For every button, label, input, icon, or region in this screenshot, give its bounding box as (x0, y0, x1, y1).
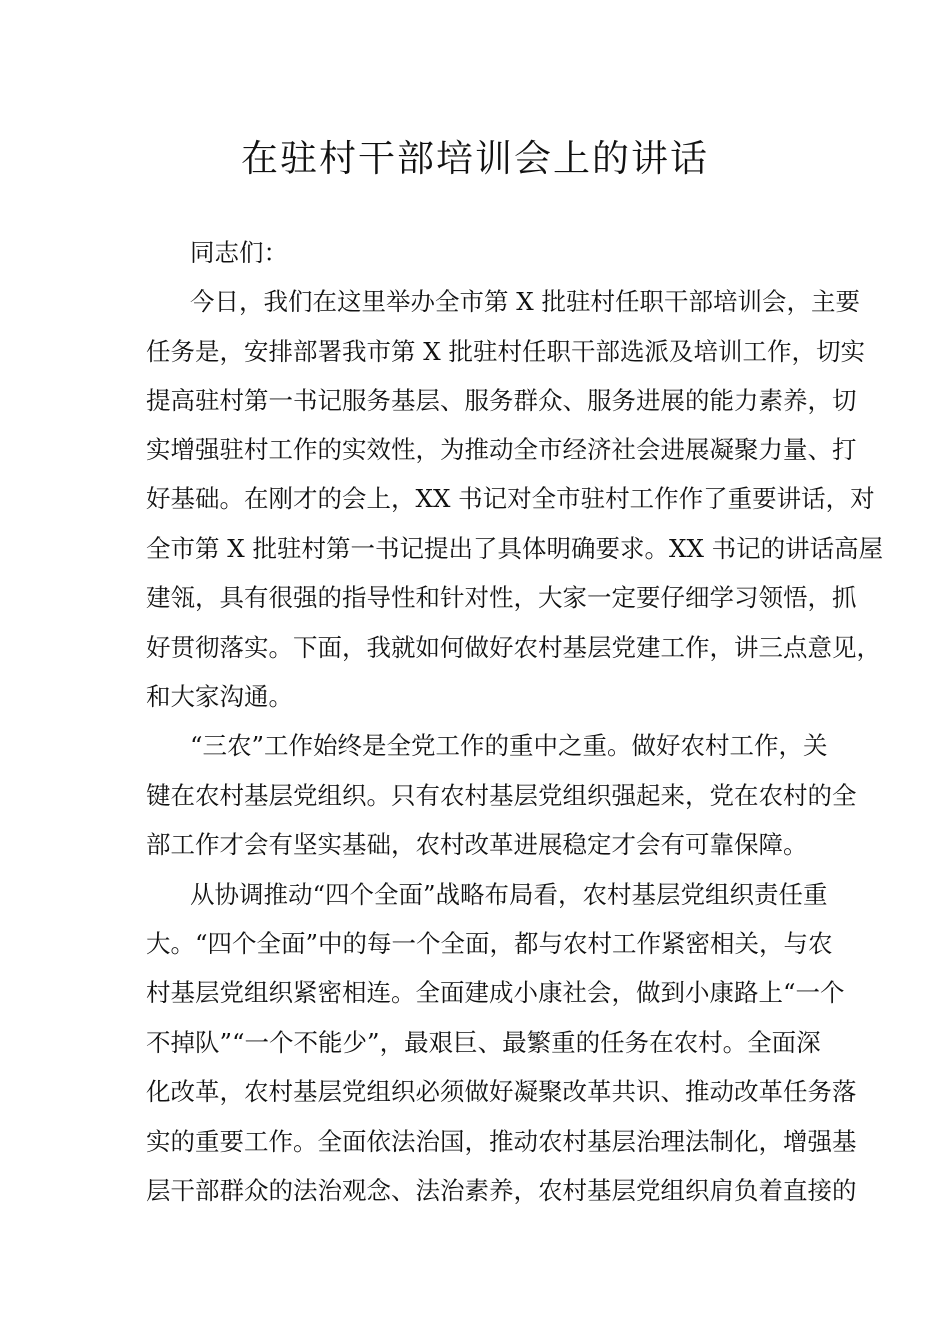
paragraph-line: “三农”工作始终是全党工作的重中之重。做好农村工作，关 (190, 731, 828, 760)
paragraph-line: 化改革，农村基层党组织必须做好凝聚改革共识、推动改革任务落 (146, 1077, 857, 1106)
paragraph-line: 键在农村基层党组织。只有农村基层党组织强起来，党在农村的全 (146, 781, 857, 810)
salutation: 同志们： (190, 238, 288, 267)
paragraph-line: 和大家沟通。 (146, 682, 293, 711)
paragraph-line: 任务是，安排部署我市第 X 批驻村任职干部选派及培训工作，切实 (146, 337, 866, 366)
paragraph-line: 今日，我们在这里举办全市第 X 批驻村任职干部培训会，主要 (190, 287, 861, 316)
paragraph-line: 提高驻村第一书记服务基层、服务群众、服务进展的能力素养，切 (146, 386, 857, 415)
paragraph-line: 大。“四个全面”中的每一个全面，都与农村工作紧密相关，与农 (146, 929, 833, 958)
paragraph-line: 好贯彻落实。下面，我就如何做好农村基层党建工作，讲三点意见， (146, 633, 881, 662)
paragraph-line: 不掉队”“一个不能少”，最艰巨、最繁重的任务在农村。全面深 (146, 1028, 821, 1057)
paragraph-line: 部工作才会有坚实基础，农村改革进展稳定才会有可靠保障。 (146, 830, 808, 859)
paragraph-line: 全市第 X 批驻村第一书记提出了具体明确要求。XX 书记的讲话高屋 (146, 534, 884, 563)
paragraph-line: 实的重要工作。全面依法治国，推动农村基层治理法制化，增强基 (146, 1127, 857, 1156)
paragraph-line: 从协调推动“四个全面”战略布局看，农村基层党组织责任重 (190, 880, 828, 909)
document-title: 在驻村干部培训会上的讲话 (241, 137, 709, 180)
paragraph-line: 实增强驻村工作的实效性，为推动全市经济社会进展凝聚力量、打 (146, 435, 857, 464)
paragraph-line: 层干部群众的法治观念、法治素养，农村基层党组织肩负着直接的 (146, 1176, 857, 1205)
paragraph-line: 村基层党组织紧密相连。全面建成小康社会，做到小康路上“一个 (146, 978, 845, 1007)
paragraph-line: 建瓴，具有很强的指导性和针对性，大家一定要仔细学习领悟，抓 (146, 583, 857, 612)
paragraph-line: 好基础。在刚才的会上，XX 书记对全市驻村工作作了重要讲话，对 (146, 484, 875, 513)
